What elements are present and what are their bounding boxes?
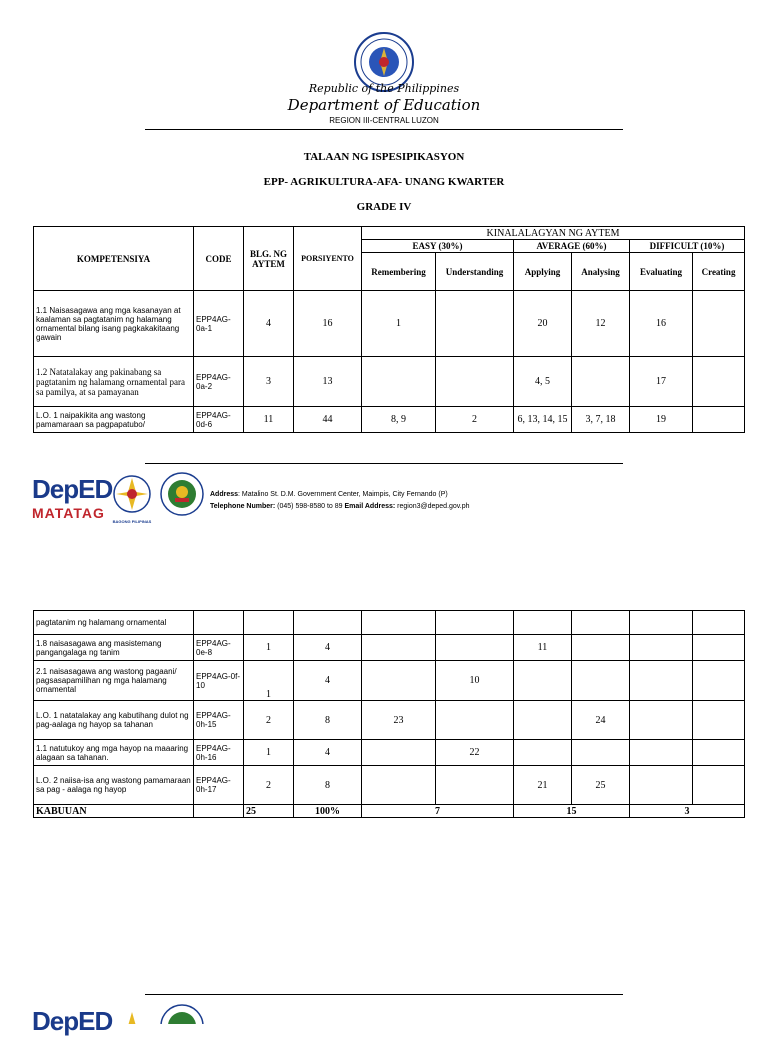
header-analysing: Analysing — [572, 253, 630, 291]
address-value: : Matalino St. D.M. Government Center, Maimpis, City Fernando (P) — [238, 491, 448, 498]
header-difficult: DIFFICULT (10%) — [630, 240, 745, 253]
understanding-cell — [436, 611, 514, 635]
email-label: Email Address: — [344, 503, 396, 510]
header-creating: Creating — [693, 253, 745, 291]
telephone-label: Telephone Number: — [210, 503, 276, 510]
understanding-cell — [436, 291, 514, 357]
remembering-cell: 8, 9 — [362, 407, 436, 433]
code-cell: EPP4AG-0a-2 — [194, 357, 244, 407]
understanding-cell: 10 — [436, 661, 514, 701]
kompetensiya-cell: L.O. 1 natatalakay ang kabutihang dulot ng pag-aalaga ng hayop sa tahanan — [34, 701, 194, 740]
analysing-cell — [572, 611, 630, 635]
deped-logo-page2 — [32, 1006, 112, 1037]
applying-cell — [514, 701, 572, 740]
table-row — [34, 357, 745, 407]
email-value: region3@deped.gov.ph — [395, 503, 470, 510]
creating-cell — [693, 635, 745, 661]
remembering-cell — [362, 611, 436, 635]
pct-cell: 16 — [294, 291, 362, 357]
header-average: AVERAGE (60%) — [514, 240, 630, 253]
creating-cell — [693, 740, 745, 766]
applying-cell: 6, 13, 14, 15 — [514, 407, 572, 433]
republic-text: Republic of the Philippines — [308, 82, 460, 95]
evaluating-cell: 16 — [630, 291, 693, 357]
kompetensiya-cell: 1.8 naisasagawa ang masistemang pangangalaga ng tanim — [34, 635, 194, 661]
pct-cell — [294, 611, 362, 635]
deped-logo — [32, 474, 112, 521]
remembering-cell — [362, 357, 436, 407]
evaluating-cell — [630, 766, 693, 805]
creating-cell — [693, 357, 745, 407]
analysing-cell — [572, 357, 630, 407]
understanding-cell — [436, 766, 514, 805]
header-understanding: Understanding — [436, 253, 514, 291]
deped-wordmark: DepED — [32, 474, 113, 504]
total-code-cell — [194, 805, 244, 818]
table-row — [34, 291, 745, 357]
total-average: 15 — [514, 805, 630, 818]
creating-cell — [693, 661, 745, 701]
code-cell: EPP4AG-0a-1 — [194, 291, 244, 357]
doc-title: TALAAN NG ISPESIPIKASYON — [303, 151, 465, 163]
region-seal-page2 — [160, 1004, 204, 1024]
remembering-cell: 23 — [362, 701, 436, 740]
analysing-cell — [572, 740, 630, 766]
evaluating-cell — [630, 701, 693, 740]
creating-cell — [693, 291, 745, 357]
evaluating-cell — [630, 661, 693, 701]
pct-cell: 44 — [294, 407, 362, 433]
kompetensiya-cell: pagtatanim ng halamang ornamental — [34, 611, 194, 635]
code-cell: EPP4AG-0e-8 — [194, 635, 244, 661]
total-easy: 7 — [362, 805, 514, 818]
remembering-cell — [362, 740, 436, 766]
code-cell: EPP4AG-0d-6 — [194, 407, 244, 433]
creating-cell — [693, 407, 745, 433]
code-cell: EPP4AG-0h-15 — [194, 701, 244, 740]
pct-cell: 4 — [294, 740, 362, 766]
header-applying: Applying — [514, 253, 572, 291]
table-row — [34, 635, 745, 661]
creating-cell — [693, 701, 745, 740]
bagong-pilipinas-text: BAGONG PILIPINAS — [112, 519, 152, 524]
analysing-cell: 12 — [572, 291, 630, 357]
table-row — [34, 701, 745, 740]
deped-wordmark-page2: DepED — [32, 1006, 113, 1036]
creating-cell — [693, 611, 745, 635]
pct-cell: 13 — [294, 357, 362, 407]
header-blg: BLG. NG AYTEM — [244, 227, 294, 291]
analysing-cell — [572, 635, 630, 661]
table-row — [34, 407, 745, 433]
code-cell — [194, 611, 244, 635]
blg-cell: 2 — [244, 701, 294, 740]
header-evaluating: Evaluating — [630, 253, 693, 291]
blg-cell: 11 — [244, 407, 294, 433]
evaluating-cell — [630, 611, 693, 635]
kompetensiya-cell: 1.1 natutukoy ang mga hayop na maaaring alagaan sa tahanan. — [34, 740, 194, 766]
evaluating-cell: 17 — [630, 357, 693, 407]
applying-cell: 20 — [514, 291, 572, 357]
code-cell: EPP4AG-0h-17 — [194, 766, 244, 805]
table-row — [34, 740, 745, 766]
applying-cell: 11 — [514, 635, 572, 661]
understanding-cell — [436, 635, 514, 661]
blg-cell: 1 — [244, 740, 294, 766]
blg-cell: 2 — [244, 766, 294, 805]
kompetensiya-cell: 1.2 Natatalakay ang pakinabang sa pagtatanim ng halamang ornamental para sa pamilya, at sa pamayanan — [34, 357, 194, 407]
understanding-cell — [436, 701, 514, 740]
applying-cell — [514, 740, 572, 766]
applying-cell: 4, 5 — [514, 357, 572, 407]
blg-cell: 4 — [244, 291, 294, 357]
evaluating-cell: 19 — [630, 407, 693, 433]
applying-cell: 21 — [514, 766, 572, 805]
kompetensiya-cell: 2.1 naisasagawa ang wastong pagaani/ pagsasapamilihan ng mga halamang ornamental — [34, 661, 194, 701]
pct-cell: 4 — [294, 635, 362, 661]
understanding-cell — [436, 357, 514, 407]
pct-cell: 8 — [294, 766, 362, 805]
creating-cell — [693, 766, 745, 805]
matatag-wordmark: MATATAG — [32, 505, 105, 521]
pct-cell: 8 — [294, 701, 362, 740]
header-remembering: Remembering — [362, 253, 436, 291]
code-cell: EPP4AG-0h-16 — [194, 740, 244, 766]
bagong-pilipinas-logo — [112, 474, 152, 524]
doc-subtitle: EPP- AGRIKULTURA-AFA- UNANG KWARTER — [263, 176, 505, 188]
header-rule — [145, 129, 623, 130]
evaluating-cell — [630, 635, 693, 661]
remembering-cell — [362, 661, 436, 701]
address-line — [210, 491, 448, 498]
blg-cell: 3 — [244, 357, 294, 407]
total-row — [34, 805, 745, 818]
evaluating-cell — [630, 740, 693, 766]
code-cell: EPP4AG-0f-10 — [194, 661, 244, 701]
kompetensiya-cell: L.O. 2 naiisa-isa ang wastong pamamaraan sa pag - aalaga ng hayop — [34, 766, 194, 805]
kompetensiya-cell: 1.1 Naisasagawa ang mga kasanayan at kaalaman sa pagtatanim ng halamang ornamental bilang isang pagkakakitaang gawain — [34, 291, 194, 357]
header-porsiyento: PORSIYENTO — [294, 227, 362, 291]
total-pct: 100% — [294, 805, 362, 818]
grade-label: GRADE IV — [356, 201, 412, 213]
remembering-cell — [362, 766, 436, 805]
header-code: CODE — [194, 227, 244, 291]
footer-rule-page2 — [145, 994, 623, 995]
region-text: REGION III-CENTRAL LUZON — [329, 116, 439, 125]
kompetensiya-cell: L.O. 1 naipakikita ang wastong pamamaraan sa pagpapatubo/ — [34, 407, 194, 433]
spec-table-page1 — [33, 226, 745, 433]
blg-cell: 1 — [244, 661, 294, 701]
table-row — [34, 661, 745, 701]
remembering-cell — [362, 635, 436, 661]
applying-cell — [514, 661, 572, 701]
analysing-cell: 25 — [572, 766, 630, 805]
spec-table-page2 — [33, 610, 745, 818]
remembering-cell: 1 — [362, 291, 436, 357]
table-row — [34, 611, 745, 635]
contact-line — [210, 503, 470, 510]
understanding-cell: 22 — [436, 740, 514, 766]
bagong-pilipinas-logo-page2 — [112, 1008, 152, 1024]
total-difficult: 3 — [630, 805, 745, 818]
table-row — [34, 766, 745, 805]
analysing-cell: 24 — [572, 701, 630, 740]
header-kompetensiya: KOMPETENSIYA — [34, 227, 194, 291]
total-label: KABUUAN — [34, 805, 194, 818]
department-title: Department of Education — [287, 96, 481, 114]
region-seal — [160, 472, 204, 516]
header-easy: EASY (30%) — [362, 240, 514, 253]
understanding-cell: 2 — [436, 407, 514, 433]
pct-cell: 4 — [294, 661, 362, 701]
applying-cell — [514, 611, 572, 635]
footer-rule — [145, 463, 623, 464]
telephone-value: (045) 598-8580 to 89 — [275, 503, 345, 510]
blg-cell — [244, 611, 294, 635]
analysing-cell — [572, 661, 630, 701]
blg-cell: 1 — [244, 635, 294, 661]
total-blg: 25 — [244, 805, 294, 818]
header-kinalalagyan: KINALALAGYAN NG AYTEM — [362, 227, 745, 240]
address-label: Address — [210, 491, 239, 498]
analysing-cell: 3, 7, 18 — [572, 407, 630, 433]
